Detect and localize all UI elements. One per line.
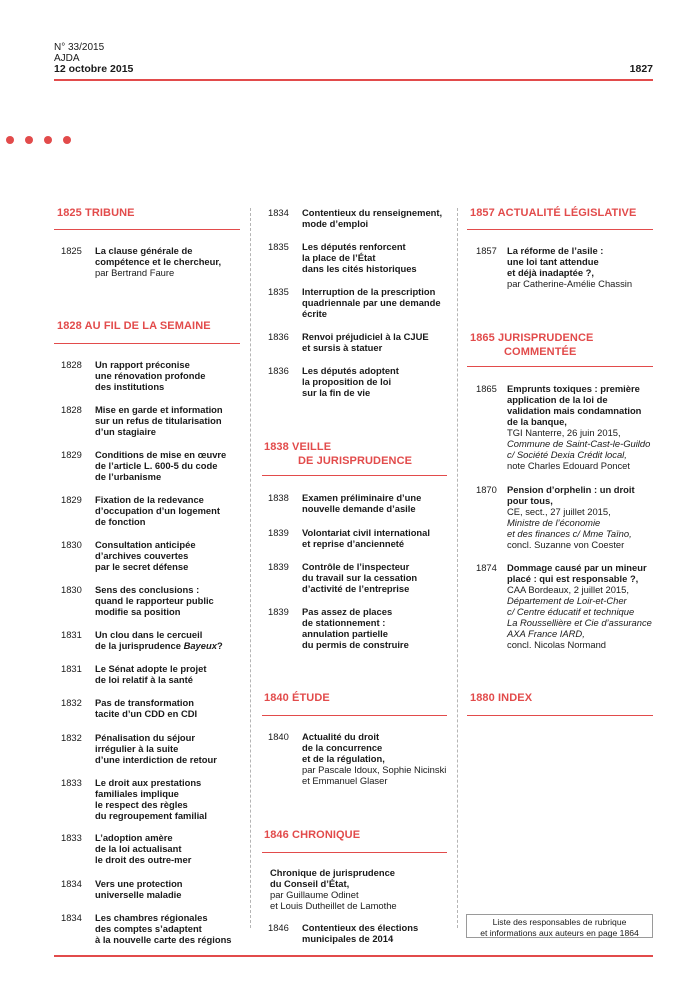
toc-entry[interactable] <box>268 731 450 786</box>
entry-page: 1828 <box>61 359 82 370</box>
entry-title: Interruption de la prescription <box>302 286 436 297</box>
entry-title: le respect des règles <box>95 799 188 810</box>
entry-title: la place de l’État <box>302 252 376 263</box>
entry-title: L’adoption amère <box>95 832 173 843</box>
section-title-etude: 1840 ÉTUDE <box>264 692 330 704</box>
entry-title: Pas assez de places <box>302 606 393 617</box>
entry-title: Fixation de la redevance <box>95 494 204 505</box>
entry-title: du Conseil d’État, <box>270 878 350 889</box>
entry-title: Un rapport préconise <box>95 359 190 370</box>
entry-title: de stationnement : <box>302 617 386 628</box>
entry-page: 1830 <box>61 539 82 550</box>
entry-page: 1870 <box>476 484 497 495</box>
section-title-line: 1838 VEILLE <box>264 441 332 453</box>
toc-entry[interactable] <box>61 245 243 278</box>
toc-entry[interactable] <box>61 878 243 900</box>
toc-entry[interactable] <box>268 365 450 398</box>
dot-icon <box>25 136 33 144</box>
section-title-index: 1880 INDEX <box>470 692 533 704</box>
entry-title: du travail sur la cessation <box>302 572 418 583</box>
toc-entry[interactable] <box>476 484 656 550</box>
entry-page: 1834 <box>61 912 82 923</box>
entry-page: 1839 <box>268 606 289 617</box>
toc-entry[interactable] <box>268 492 450 514</box>
entry-title: universelle maladie <box>95 889 182 900</box>
entry-title: une loi tant attendue <box>507 256 599 267</box>
entry-title-italic: Bayeux <box>183 640 217 651</box>
section-title-semaine: 1828 AU FIL DE LA SEMAINE <box>57 320 211 332</box>
entry-title: de l’article L. 600-5 du code <box>95 460 218 471</box>
entry-author: concl. Nicolas Normand <box>507 639 606 650</box>
entry-title: de fonction <box>95 516 146 527</box>
entry-author: par Pascale Idoux, Sophie Nicinski <box>302 764 447 775</box>
entry-title: tacite d’un CDD en CDI <box>95 708 198 719</box>
section-title-tribune: 1825 TRIBUNE <box>57 207 135 219</box>
entry-title: Le droit aux prestations <box>95 777 202 788</box>
entry-title: application de la loi de <box>507 394 608 405</box>
entry-court: CE, sect., 27 juillet 2015, <box>507 506 611 517</box>
toc-entry[interactable] <box>268 241 450 274</box>
entry-title: familiales implique <box>95 788 179 799</box>
toc-entry[interactable] <box>61 912 247 945</box>
entry-title: validation mais condamnation <box>507 405 642 416</box>
entry-author: note Charles Edouard Poncet <box>507 460 630 471</box>
section-rule <box>262 475 447 476</box>
entry-page: 1825 <box>61 245 82 256</box>
entry-title: compétence et le chercheur, <box>95 256 222 267</box>
entry-page: 1829 <box>61 494 82 505</box>
page-number: 1827 <box>629 63 653 75</box>
entry-title: des institutions <box>95 381 165 392</box>
entry-title: Actualité du droit <box>302 731 380 742</box>
info-box-line: Liste des responsables de rubrique <box>492 917 627 927</box>
toc-entry[interactable] <box>268 207 450 229</box>
entry-title: Pension d’orphelin : un droit <box>507 484 635 495</box>
entry-party: Département de Loir-et-Cher <box>507 595 627 606</box>
dot-icon <box>44 136 52 144</box>
toc-entry[interactable] <box>61 832 243 865</box>
entry-page: 1840 <box>268 731 289 742</box>
entry-title: et sursis à statuer <box>302 342 383 353</box>
entry-title: pour tous, <box>507 495 553 506</box>
entry-title: Vers une protection <box>95 878 183 889</box>
entry-party: c/ Centre éducatif et technique <box>507 606 635 617</box>
toc-entry[interactable] <box>61 404 243 437</box>
entry-page: 1838 <box>268 492 289 503</box>
entry-author: et Louis Dutheillet de Lamothe <box>270 900 397 911</box>
entry-page: 1836 <box>268 331 289 342</box>
entry-title: Les députés adoptent <box>302 365 399 376</box>
entry-page: 1839 <box>268 527 289 538</box>
entry-page: 1846 <box>268 922 289 933</box>
toc-entry[interactable] <box>268 331 450 353</box>
entry-title: La réforme de l’asile : <box>507 245 604 256</box>
entry-title: de la banque, <box>507 416 567 427</box>
entry-court: CAA Bordeaux, 2 juillet 2015, <box>507 584 629 595</box>
entry-title: Pénalisation du séjour <box>95 732 196 743</box>
section-rule <box>54 229 240 230</box>
toc-entry[interactable] <box>270 867 450 911</box>
dot-icon <box>6 136 14 144</box>
entry-title: écrite <box>302 308 328 319</box>
entry-page: 1829 <box>61 449 82 460</box>
section-title-actualite-legislative: 1857 ACTUALITÉ LÉGISLATIVE <box>470 207 637 219</box>
toc-entry[interactable] <box>476 562 656 650</box>
info-box-line: et informations aux auteurs en page 1864 <box>480 927 639 938</box>
entry-title: municipales de 2014 <box>302 933 394 944</box>
entry-title: par le secret défense <box>95 561 189 572</box>
entry-title: de la concurrence <box>302 742 383 753</box>
entry-page: 1833 <box>61 777 82 788</box>
entry-title: Pas de transformation <box>95 697 194 708</box>
entry-title: dans les cités historiques <box>302 263 417 274</box>
entry-page: 1830 <box>61 584 82 595</box>
entry-author: concl. Suzanne von Coester <box>507 539 625 550</box>
entry-page: 1857 <box>476 245 497 256</box>
section-rule <box>262 852 447 853</box>
entry-page: 1833 <box>61 832 82 843</box>
entry-party: Commune de Saint-Cast-le-Guildo <box>507 438 651 449</box>
entry-title: quadriennale par une demande <box>302 297 441 308</box>
entry-title: et déjà inadaptée ?, <box>507 267 595 278</box>
entry-title: Dommage causé par un mineur <box>507 562 647 573</box>
entry-title: nouvelle demande d’asile <box>302 503 416 514</box>
entry-title: quand le rapporteur public <box>95 595 214 606</box>
entry-title: des comptes s’adaptent <box>95 923 202 934</box>
entry-party: La Roussellière et Cie d’assurance <box>507 617 652 628</box>
entry-author: par Guillaume Odinet <box>270 889 359 900</box>
entry-title: Un clou dans le cercueil <box>95 629 203 640</box>
dot-icon <box>63 136 71 144</box>
entry-page: 1832 <box>61 697 82 708</box>
journal-name: AJDA <box>54 53 80 64</box>
toc-entry[interactable] <box>61 629 243 651</box>
entry-title: d’une interdiction de retour <box>95 754 217 765</box>
entry-author: par Bertrand Faure <box>95 267 175 278</box>
entry-title: le droit des outre-mer <box>95 854 192 865</box>
entry-title: Examen préliminaire d’une <box>302 492 422 503</box>
entry-page: 1835 <box>268 286 289 297</box>
issue-number: N° 33/2015 <box>54 42 105 53</box>
entry-page: 1835 <box>268 241 289 252</box>
entry-title: modifie sa position <box>95 606 181 617</box>
toc-entry[interactable] <box>268 922 450 944</box>
entry-party: et des finances c/ Mme Taïno, <box>507 528 632 539</box>
entry-title: à la nouvelle carte des régions <box>95 934 232 945</box>
entry-party: AXA France IARD, <box>507 628 585 639</box>
entry-title: Renvoi préjudiciel à la CJUE <box>302 331 429 342</box>
toc-entry[interactable] <box>61 494 243 527</box>
entry-page: 1828 <box>61 404 82 415</box>
entry-title: Contentieux des élections <box>302 922 419 933</box>
entry-party: Ministre de l’économie <box>507 517 601 528</box>
entry-page: 1832 <box>61 732 82 743</box>
entry-page: 1874 <box>476 562 497 573</box>
entry-title: et reprise d’ancienneté <box>302 538 405 549</box>
column-divider <box>457 208 458 928</box>
entry-title: Les députés renforcent <box>302 241 406 252</box>
entry-title: du permis de construire <box>302 639 409 650</box>
entry-title: d’archives couvertes <box>95 550 189 561</box>
section-title-line: COMMENTÉE <box>504 346 577 358</box>
toc-entry[interactable] <box>476 383 656 471</box>
toc-entry[interactable] <box>268 286 450 319</box>
entry-party: c/ Société Dexia Crédit local, <box>507 449 627 460</box>
toc-entry[interactable] <box>61 359 243 392</box>
entry-title: de l’urbanisme <box>95 471 162 482</box>
toc-entry[interactable] <box>61 539 243 572</box>
section-rule <box>262 715 447 716</box>
entry-title: La clause générale de <box>95 245 193 256</box>
entry-title: de loi relatif à la santé <box>95 674 193 685</box>
section-title-line: 1865 JURISPRUDENCE <box>470 332 594 344</box>
entry-page: 1831 <box>61 663 82 674</box>
entry-page: 1839 <box>268 561 289 572</box>
entry-title: Conditions de mise en œuvre <box>95 449 227 460</box>
toc-entry[interactable] <box>268 561 450 594</box>
entry-title: annulation partielle <box>302 628 388 639</box>
section-rule <box>54 343 240 344</box>
entry-title: Contrôle de l’inspecteur <box>302 561 410 572</box>
entry-page: 1834 <box>61 878 82 889</box>
entry-title: sur la fin de vie <box>302 387 371 398</box>
entry-title: irrégulier à la suite <box>95 743 179 754</box>
entry-title: Sens des conclusions : <box>95 584 200 595</box>
entry-title: et de la régulation, <box>302 753 385 764</box>
entry-title: de la jurisprudence <box>95 640 184 651</box>
toc-entry[interactable] <box>268 606 450 650</box>
toc-entry[interactable] <box>61 584 243 617</box>
entry-title: ? <box>216 640 223 651</box>
entry-title: la proposition de loi <box>302 376 392 387</box>
section-title-line: DE JURISPRUDENCE <box>298 455 413 467</box>
entry-author: par Catherine-Amélie Chassin <box>507 278 633 289</box>
section-title-chronique: 1846 CHRONIQUE <box>264 829 361 841</box>
entry-title: Le Sénat adopte le projet <box>95 663 207 674</box>
footer-rule <box>54 955 653 957</box>
toc-entry[interactable] <box>61 732 243 765</box>
entry-author: et Emmanuel Glaser <box>302 775 388 786</box>
entry-title: sur un refus de titularisation <box>95 415 222 426</box>
section-title-jurisprudence-commentee <box>470 331 593 359</box>
entry-title: d’occupation d’un logement <box>95 505 220 516</box>
entry-title: mode d’emploi <box>302 218 369 229</box>
section-title-veille <box>264 440 412 468</box>
header-rule <box>54 79 653 81</box>
entry-page: 1836 <box>268 365 289 376</box>
entry-title: du regroupement familial <box>95 810 207 821</box>
toc-entry[interactable] <box>61 449 243 482</box>
entry-page: 1831 <box>61 629 82 640</box>
section-rule <box>467 715 653 716</box>
entry-title: d’un stagiaire <box>95 426 156 437</box>
entry-page: 1865 <box>476 383 497 394</box>
entry-title: Emprunts toxiques : première <box>507 383 640 394</box>
column-divider <box>250 208 251 928</box>
entry-title: Mise en garde et information <box>95 404 223 415</box>
toc-entry[interactable] <box>61 697 243 719</box>
toc-entry[interactable] <box>61 663 243 685</box>
contributors-info-box <box>466 914 653 938</box>
decorative-dots <box>6 136 71 144</box>
section-rule <box>467 229 653 230</box>
entry-title: une rénovation profonde <box>95 370 206 381</box>
section-rule <box>467 366 653 367</box>
entry-title: Contentieux du renseignement, <box>302 207 443 218</box>
entry-title: placé : qui est responsable ?, <box>507 573 639 584</box>
entry-title: d’activité de l’entreprise <box>302 583 410 594</box>
toc-entry[interactable] <box>476 245 656 289</box>
entry-title: Volontariat civil international <box>302 527 430 538</box>
entry-page: 1834 <box>268 207 289 218</box>
toc-entry[interactable] <box>61 777 243 821</box>
toc-entry[interactable] <box>268 527 450 549</box>
entry-title: de la loi actualisant <box>95 843 182 854</box>
entry-title: Les chambres régionales <box>95 912 208 923</box>
entry-title: Consultation anticipée <box>95 539 196 550</box>
entry-title: Chronique de jurisprudence <box>270 867 396 878</box>
entry-court: TGI Nanterre, 26 juin 2015, <box>507 427 621 438</box>
issue-date: 12 octobre 2015 <box>54 63 134 75</box>
